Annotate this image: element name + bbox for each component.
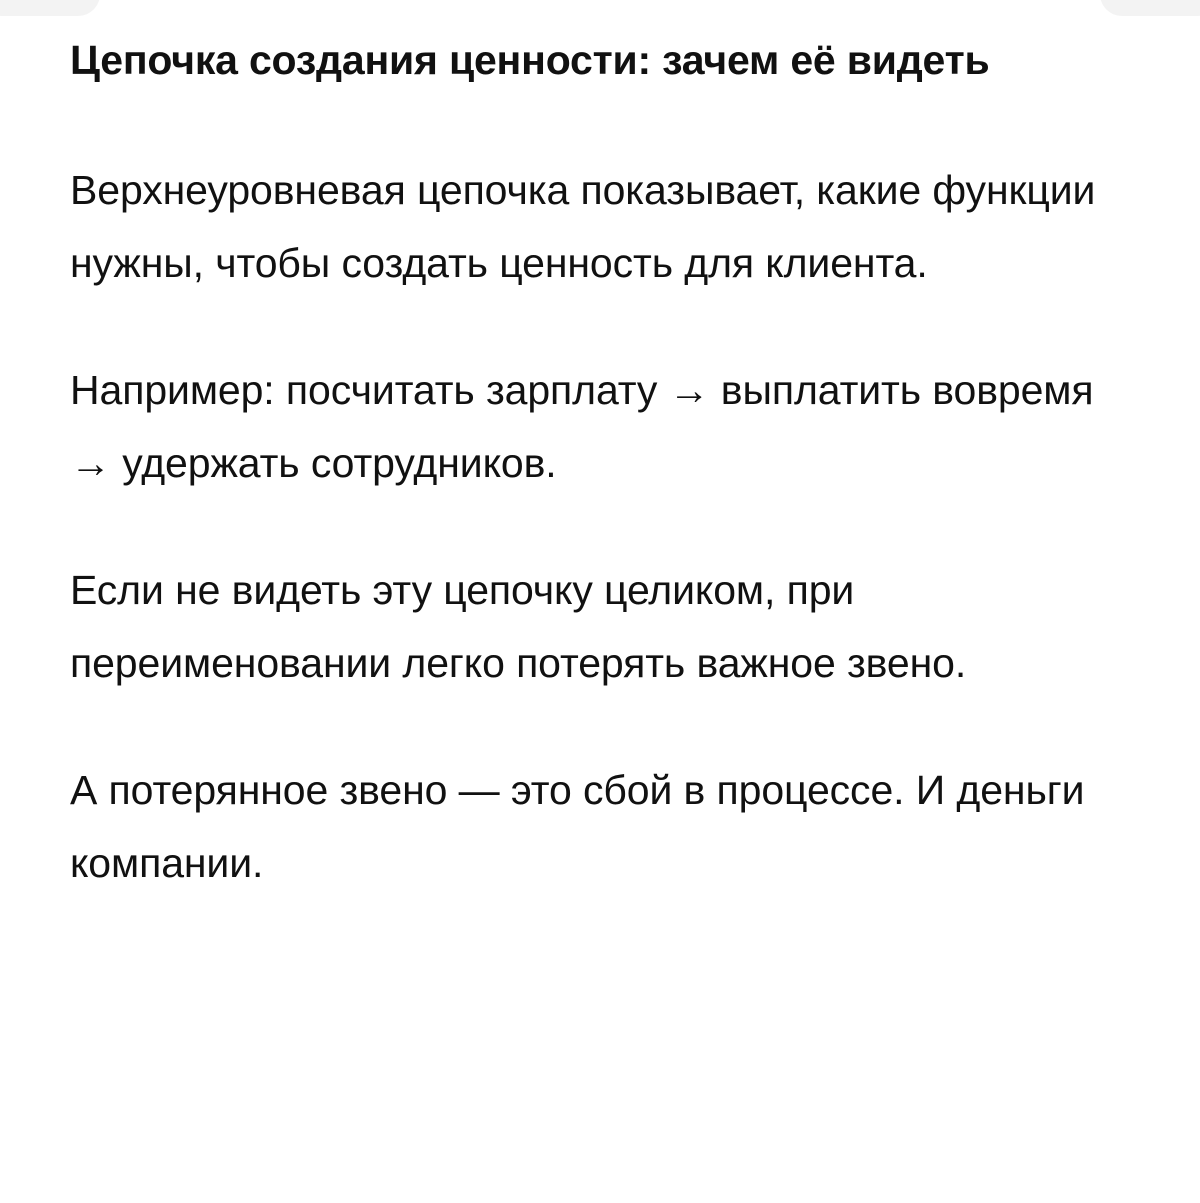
paragraph-example: Например: посчитать зарплату → выплатить вовремя → удержать сотрудников.: [70, 367, 1094, 486]
paragraph-consequence: А потерянное звено — это сбой в процессе. И деньги компании.: [70, 767, 1085, 886]
article-body: [70, 20, 1145, 900]
top-right-card-edge: [1100, 0, 1200, 16]
article-title: Цепочка создания ценности: зачем её видеть: [70, 37, 990, 83]
top-left-card-edge: [0, 0, 100, 16]
paragraph-value-chain: Верхнеуровневая цепочка показывает, какие функции нужны, чтобы создать ценность для клиента.: [70, 167, 1096, 286]
paragraph-risk: Если не видеть эту цепочку целиком, при переименовании легко потерять важное звено.: [70, 567, 967, 686]
